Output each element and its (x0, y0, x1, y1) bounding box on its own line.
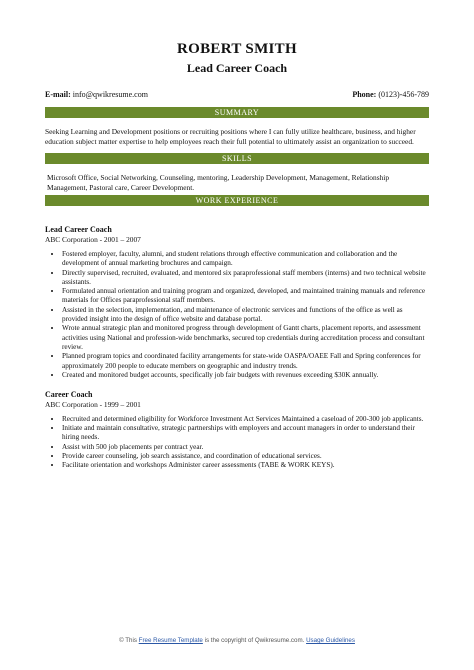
email-block (45, 90, 148, 100)
job-company: ABC Corporation - 2001 – 2007 (45, 235, 141, 245)
job-bullet: • Formulated annual orientation and training program and organized, developed, and maintained training manuals and reference materials for Offices paraprofessional staff members. (62, 287, 429, 306)
job-bullet: • Facilitate orientation and workshops Administer career assessments (TABE & WORK KEYS). (62, 461, 429, 470)
job-bullet: • Planned program topics and coordinated facility arrangements for state-wide OASPA/OAEE Fall and Spring conferences for approximately 200 people to educate members on geographic and industry trends. (62, 352, 429, 371)
phone-label: Phone: (352, 90, 377, 99)
usage-guidelines-link[interactable]: Usage Guidelines (306, 637, 355, 644)
job-entry (45, 225, 429, 380)
experience-heading: WORK EXPERIENCE (45, 195, 429, 206)
job-bullets (45, 415, 429, 471)
phone-value: (0123)-456-789 (378, 90, 429, 99)
copyright-footer (0, 637, 474, 644)
contact-row (45, 90, 429, 100)
job-bullet: • Assist with 500 job placements per contract year. (62, 443, 429, 452)
job-title: Career Coach (45, 390, 93, 400)
phone-block (352, 90, 429, 100)
skills-text: Microsoft Office, Social Networking, Counseling, mentoring, Leadership Development, Management, Relationship Management, Pastoral care, Career Development. (47, 173, 390, 192)
job-bullet: • Fostered employer, faculty, alumni, and student relations through effective communication and collaboration and the development of annual marketing brochures and campaign. (62, 250, 429, 269)
job-bullet: • Directly supervised, recruited, evaluated, and mentored six paraprofessional staff members (interns) and two technical website assistants. (62, 269, 429, 288)
job-bullet: • Provide career counseling, job search assistance, and coordination of educational services. (62, 452, 429, 461)
job-bullets (45, 250, 429, 380)
summary-text: Seeking Learning and Development positions or recruiting positions where I can fully utilize healthcare, business, and higher education subject matter expertise to help employees reach their full potential to ultimately assist an organization to succeed. (45, 127, 416, 146)
job-bullet: • Wrote annual strategic plan and monitored progress through development of Gantt charts, placement reports, and assessment activities using National and profession-wide benchmarks, secured top credentials during accreditation process and consultant review. (62, 324, 429, 352)
skills-heading: SKILLS (45, 153, 429, 164)
summary-heading: SUMMARY (45, 107, 429, 118)
footer-prefix: © This (119, 637, 137, 644)
footer-middle: is the copyright of Qwikresume.com. (204, 637, 305, 644)
job-bullet: • Recruited and determined eligibility for Workforce Investment Act Services Maintained a caseload of 200-300 job applicants. (62, 415, 429, 424)
email-value: info@qwikresume.com (72, 90, 148, 99)
job-entry (45, 390, 429, 470)
candidate-name: ROBERT SMITH (177, 41, 297, 57)
job-bullet: • Created and monitored budget accounts, specifically job fair budgets with revenues exceeding $30K annually. (62, 371, 429, 380)
job-bullet: • Initiate and maintain consultative, strategic partnerships with employers and account managers in order to understand their hiring needs. (62, 424, 429, 443)
job-bullet: • Assisted in the selection, implementation, and maintenance of electronic services and functions of the office as well as provided insight into the design of office website and database portal. (62, 306, 429, 325)
job-title: Lead Career Coach (45, 225, 112, 235)
free-resume-template-link[interactable]: Free Resume Template (138, 637, 203, 644)
job-company: ABC Corporation - 1999 – 2001 (45, 400, 141, 410)
candidate-title: Lead Career Coach (186, 61, 288, 75)
email-label: E-mail: (45, 90, 71, 99)
